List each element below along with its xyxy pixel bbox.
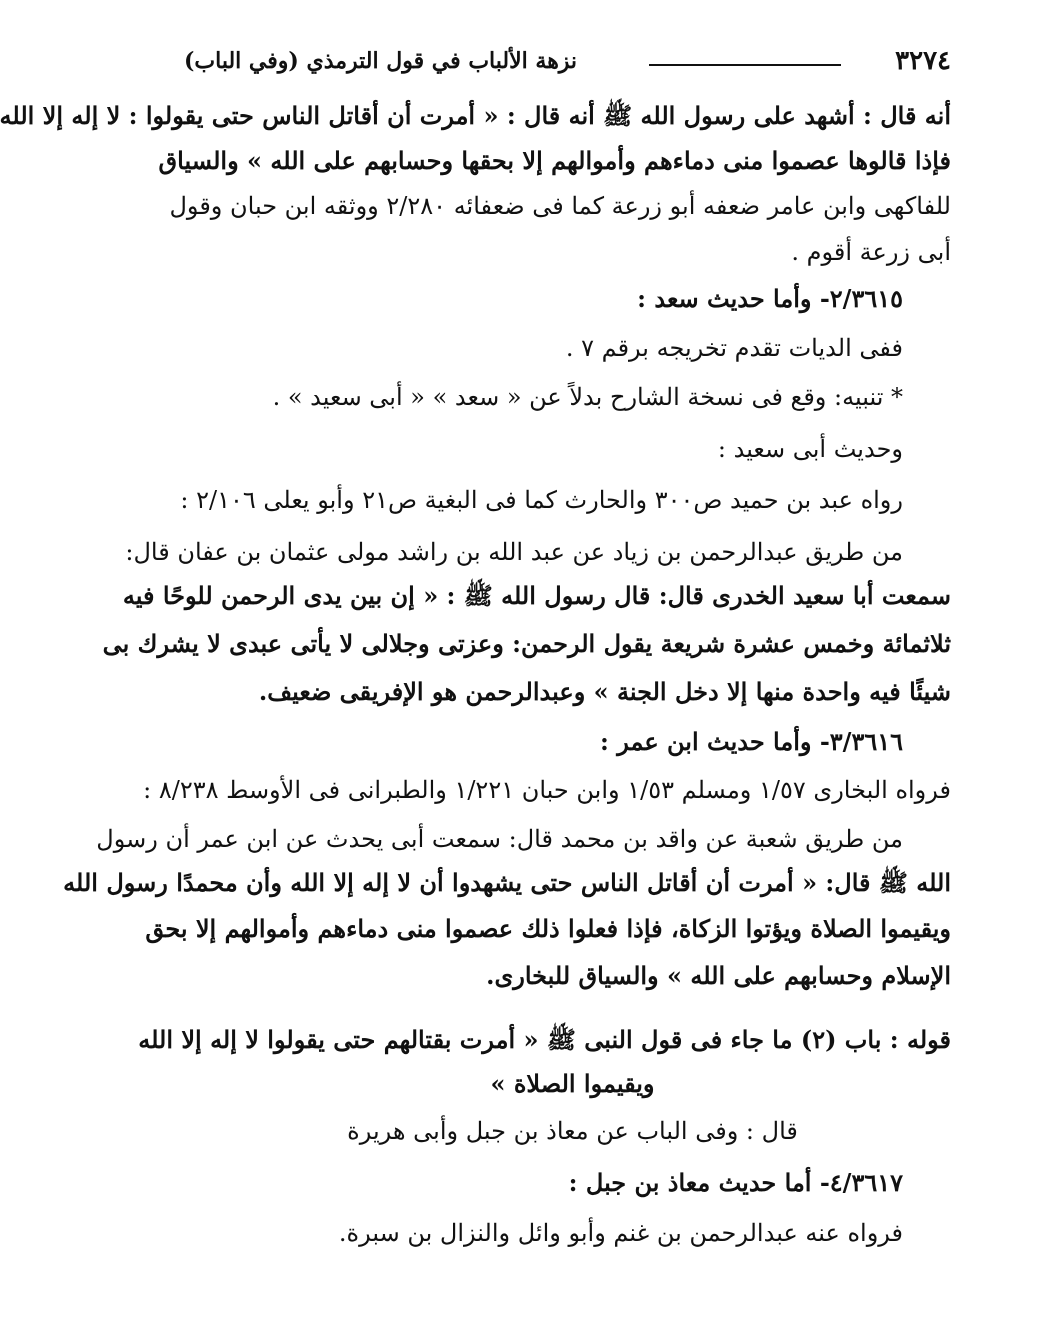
text-line: أنه قال : أشهد على رسول الله ﷺ أنه قال : « أمرت أن أقاتل الناس حتى يقولوا : لا إله إلا الله [0, 101, 951, 130]
text-line: ثلاثمائة وخمس عشرة شريعة يقول الرحمن: وعزتى وجلالى لا يأتى عبدى لا يشرك بى [102, 629, 951, 658]
running-title: نزهة الألباب في قول الترمذي (وفي الباب) [184, 48, 578, 74]
text-line: شيئًا فيه واحدة منها إلا دخل الجنة » وعبدالرحمن هو الإفريقى ضعيف. [258, 677, 951, 706]
text-line: الله ﷺ قال: « أمرت أن أقاتل الناس حتى يشهدوا أن لا إله إلا الله وأن محمدًا رسول الله [63, 868, 951, 897]
text-line: ويقيموا الصلاة ويؤتوا الزكاة، فإذا فعلوا ذلك عصموا منى دماءهم وأموالهم إلا بحق [145, 914, 951, 943]
text-line: للفاكهى وابن عامر ضعفه أبو زرعة كما فى ضعفائه ٢/٢٨٠ ووثقه ابن حبان وقول [169, 192, 951, 220]
hadith-heading: ٤/٣٦١٧- أما حديث معاذ بن جبل : [568, 1168, 903, 1197]
text-line: أبى زرعة أقوم . [791, 238, 951, 266]
text-line: من طريق شعبة عن واقد بن محمد قال: سمعت أبى يحدث عن ابن عمر أن رسول [96, 825, 903, 853]
hadith-heading: ٣/٣٦١٦- وأما حديث ابن عمر : [600, 727, 903, 756]
text-line: فرواه البخارى ١/٥٧ ومسلم ١/٥٣ وابن حبان ١/٢٢١ والطبرانى فى الأوسط ٨/٢٣٨ : [143, 776, 951, 804]
note-line: * تنبيه: وقع فى نسخة الشارح بدلاً عن « سعد » « أبى سعيد » . [272, 383, 903, 411]
page-number: ٣٢٧٤ [895, 46, 951, 76]
page-header [184, 46, 951, 86]
chapter-note: قال : وفى الباب عن معاذ بن جبل وأبى هريرة [347, 1117, 798, 1145]
text-line: الإسلام وحسابهم على الله » والسياق للبخارى. [486, 961, 951, 990]
text-line: سمعت أبا سعيد الخدرى قال: قال رسول الله ﷺ : « إن بين يدى الرحمن للوحًا فيه [122, 581, 951, 610]
text-line: فإذا قالوها عصموا منى دماءهم وأموالهم إلا بحقها وحسابهم على الله » والسياق [158, 146, 951, 175]
text-line: وحديث أبى سعيد : [717, 435, 903, 463]
header-rule [649, 64, 841, 66]
hadith-heading: ٢/٣٦١٥- وأما حديث سعد : [637, 284, 903, 313]
text-line: من طريق عبدالرحمن بن زياد عن عبد الله بن راشد مولى عثمان بن عفان قال: [125, 538, 903, 566]
text-line: فرواه عنه عبدالرحمن بن غنم وأبو وائل والنزال بن سبرة. [338, 1219, 903, 1247]
text-line: ففى الديات تقدم تخريجه برقم ٧ . [565, 334, 903, 362]
text-line: رواه عبد بن حميد ص٣٠٠ والحارث كما فى البغية ص٢١ وأبو يعلى ٢/١٠٦ : [180, 486, 903, 514]
chapter-title-cont: ويقيموا الصلاة » [490, 1069, 655, 1098]
chapter-title: قوله : باب (٢) ما جاء فى قول النبى ﷺ « أمرت بقتالهم حتى يقولوا لا إله إلا الله [138, 1025, 951, 1054]
